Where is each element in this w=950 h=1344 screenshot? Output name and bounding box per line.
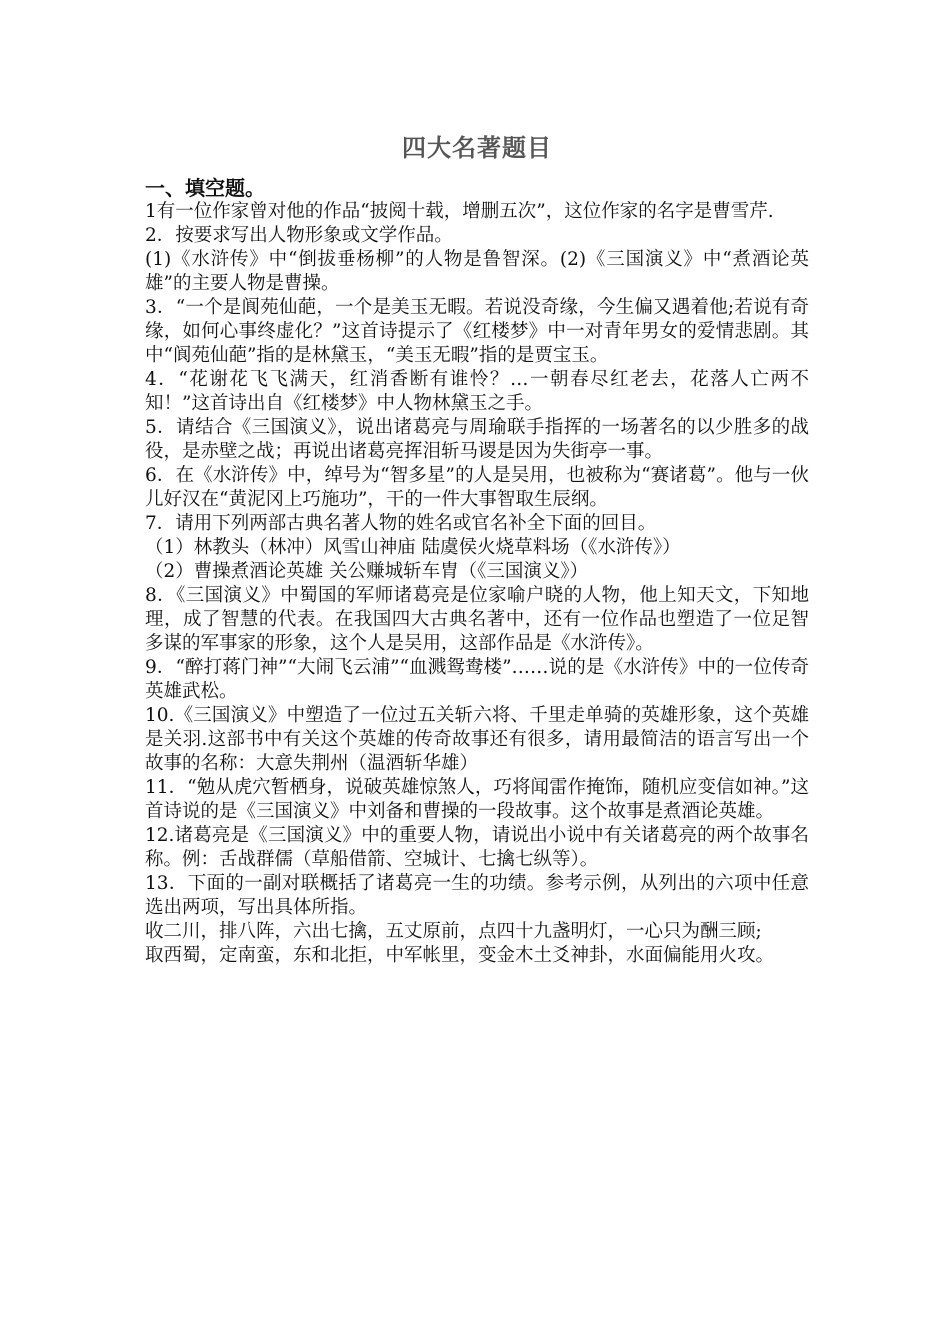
question-9: 9．“醉打蒋门神”“大闹飞云浦”“血溅鸳鸯楼”……说的是《水浒传》中的一位传奇英雄武松。 (145, 657, 809, 702)
question-2: 2．按要求写出人物形象或文学作品。 (145, 225, 453, 246)
question-list (145, 200, 809, 968)
question-7-item-1: （1）林教头（林冲）风雪山神庙 陆虞侯火烧草料场（《水浒传》） (145, 537, 681, 558)
question-3: 3．“一个是阆苑仙葩，一个是美玉无暇。若说没奇缘，今生偏又遇着他;若说有奇缘，如何心事终虚化？”这首诗提示了《红楼梦》中一对青年男女的爱情悲剧。其中“阆苑仙葩”指的是林黛玉，“美玉无暇”指的是贾宝玉。 (145, 297, 809, 366)
question-12: 12.诸葛亮是《三国演义》中的重要人物，请说出小说中有关诸葛亮的两个故事名称。例：舌战群儒（草船借箭、空城计、七擒七纵等）。 (145, 825, 809, 870)
question-1: 1有一位作家曾对他的作品“披阅十载，增删五次”，这位作家的名字是曹雪芹. (145, 201, 774, 222)
question-4: 4．“花谢花飞飞满天，红消香断有谁怜？…一朝春尽红老去，花落人亡两不知！”这首诗出自《红楼梦》中人物林黛玉之手。 (145, 369, 809, 414)
question-13: 13．下面的一副对联概括了诸葛亮一生的功绩。参考示例，从列出的六项中任意选出两项，写出具体所指。 (145, 873, 809, 918)
document-title: 四大名著题目 (402, 133, 552, 162)
question-6: 6．在《水浒传》中，绰号为“智多星”的人是吴用，也被称为“赛诸葛”。他与一伙儿好汉在“黄泥冈上巧施功”，干的一件大事智取生辰纲。 (145, 465, 809, 510)
question-7-item-2: （2）曹操煮酒论英雄 关公赚城斩车胄（《三国演义》） (145, 561, 589, 582)
document-page (145, 130, 809, 968)
question-11: 11．“勉从虎穴暂栖身，说破英雄惊煞人，巧将闻雷作掩饰，随机应变信如神。”这首诗说的是《三国演义》中刘备和曹操的一段故事。这个故事是煮酒论英雄。 (145, 777, 809, 822)
question-7: 7．请用下列两部古典名著人物的姓名或官名补全下面的回目。 (145, 513, 657, 534)
question-2-answer: (1)《水浒传》中“倒拔垂杨柳”的人物是鲁智深。(2)《三国演义》中“煮酒论英雄”的主要人物是曹操。 (145, 249, 809, 294)
question-10: 10.《三国演义》中塑造了一位过五关斩六将、千里走单骑的英雄形象，这个英雄是关羽.这部书中有关这个英雄的传奇故事还有很多，请用最简洁的语言写出一个故事的名称：大意失荆州（温酒斩华雄） (145, 705, 809, 774)
couplet-line-2: 取西蜀，定南蛮，东和北拒，中军帐里，变金木土爻神卦，水面偏能用火攻。 (145, 945, 775, 966)
question-8: 8．《三国演义》中蜀国的军师诸葛亮是位家喻户晓的人物，他上知天文，下知地理，成了智慧的代表。在我国四大古典名著中，还有一位作品也塑造了一位足智多谋的军事家的形象，这个人是吴用，这部作品是《水浒传》。 (145, 585, 809, 654)
section-heading: 一、填空题。 (145, 176, 265, 200)
question-5: 5．请结合《三国演义》，说出诸葛亮与周瑜联手指挥的一场著名的以少胜多的战役，是赤壁之战；再说出诸葛亮挥泪斩马谡是因为失街亭一事。 (145, 417, 809, 462)
couplet-line-1: 收二川，排八阵，六出七擒，五丈原前，点四十九盏明灯，一心只为酬三顾; (145, 921, 762, 942)
